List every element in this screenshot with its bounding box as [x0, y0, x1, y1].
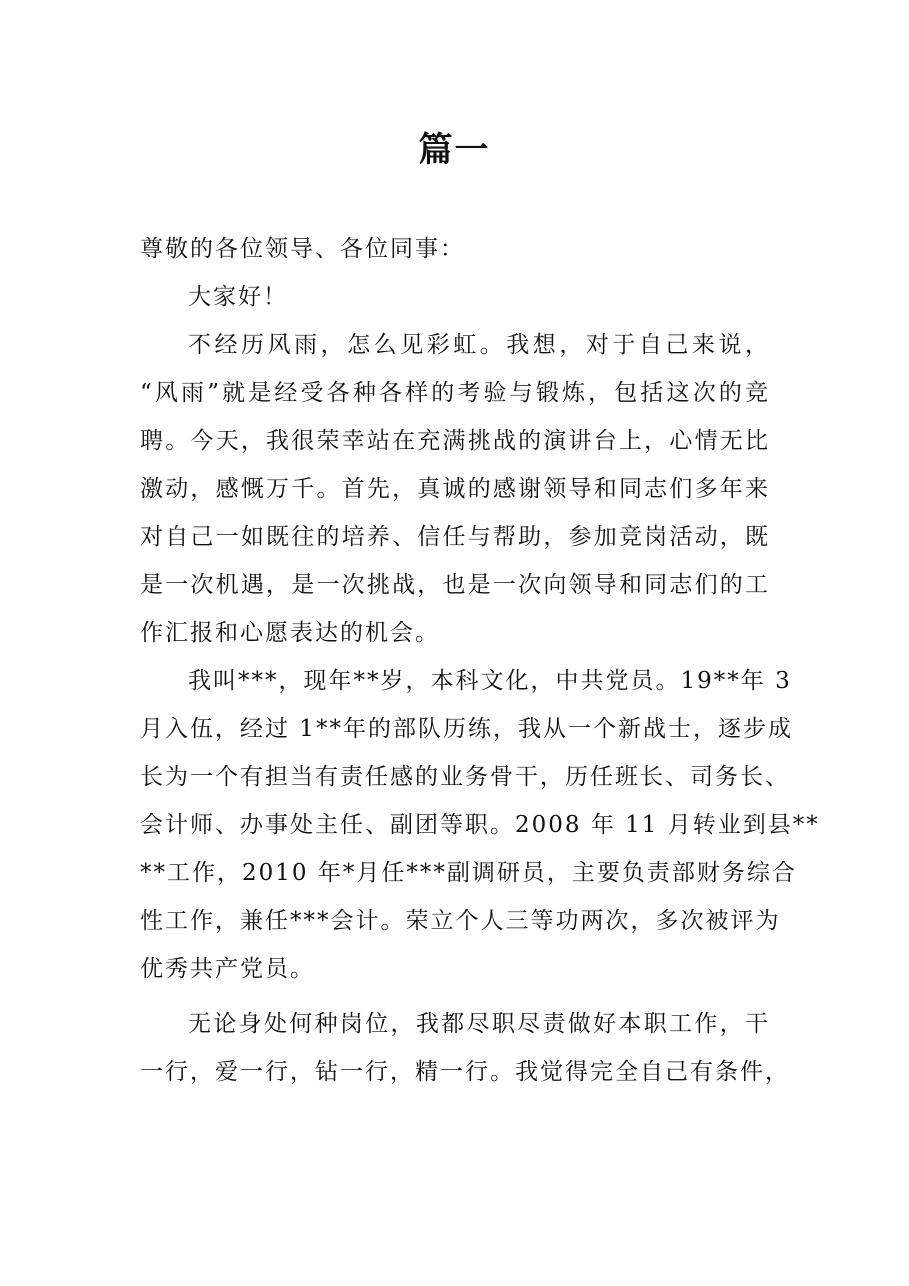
- paragraph-line: 对自己一如既往的培养、信任与帮助，参加竞岗活动，既: [140, 524, 770, 550]
- document-title: 篇一: [418, 130, 491, 170]
- paragraph-line: 我叫***，现年**岁，本科文化，中共党员。19**年 3: [188, 668, 792, 694]
- paragraph-line: 性工作，兼任***会计。荣立个人三等功两次，多次被评为: [140, 908, 781, 934]
- paragraph-line: 长为一个有担当有责任感的业务骨干，历任班长、司务长、: [140, 764, 790, 790]
- paragraph-line: **工作，2010 年*月任***副调研员，主要负责部财务综合: [140, 860, 797, 886]
- paragraph-line: 作汇报和心愿表达的机会。: [140, 620, 440, 646]
- paragraph-line: 无论身处何种岗位，我都尽职尽责做好本职工作，干: [188, 1011, 770, 1037]
- paragraph-line: 是一次机遇，是一次挑战，也是一次向领导和同志们的工: [140, 572, 770, 598]
- paragraph-line: 激动，感慨万千。首先，真诚的感谢领导和同志们多年来: [140, 476, 770, 502]
- paragraph-line: 不经历风雨，怎么见彩虹。我想，对于自己来说，: [188, 332, 770, 358]
- paragraph-line: “风雨”就是经受各种各样的考验与锻炼，包括这次的竞: [140, 380, 770, 406]
- paragraph-line: 会计师、办事处主任、副团等职。2008 年 11 月转业到县**: [140, 812, 820, 838]
- paragraph-line: 一行，爱一行，钻一行，精一行。我觉得完全自己有条件，: [140, 1059, 790, 1085]
- salutation-line: 尊敬的各位领导、各位同事：: [140, 236, 465, 262]
- paragraph-line: 月入伍，经过 1**年的部队历练，我从一个新战士，逐步成: [140, 716, 793, 742]
- greeting-line: 大家好！: [188, 284, 288, 310]
- paragraph-line: 聘。今天，我很荣幸站在充满挑战的演讲台上，心情无比: [140, 428, 770, 454]
- paragraph-line: 优秀共产党员。: [140, 956, 315, 982]
